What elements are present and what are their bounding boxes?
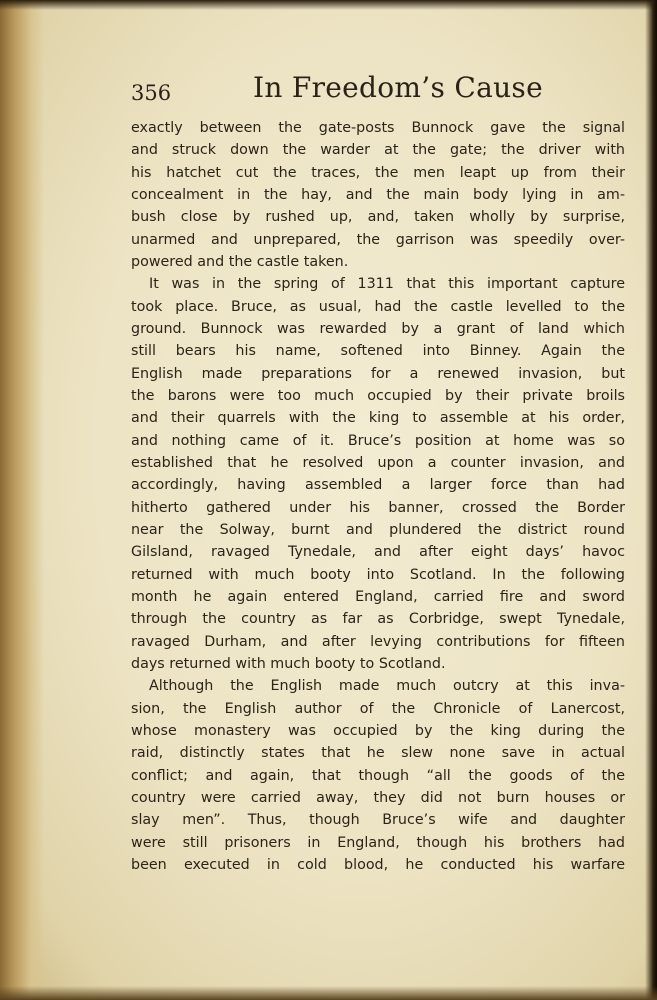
text-line: English made preparations for a renewed invasion, but	[131, 365, 625, 382]
text-line: slay men”. Thus, though Bruce’s wife and daughter	[131, 812, 625, 829]
page-header	[131, 68, 627, 112]
text-line: whose monastery was occupied by the king during the	[131, 722, 625, 739]
page-number: 356	[131, 81, 172, 105]
body-text	[131, 117, 625, 876]
text-line: sion, the English author of the Chronicle of Lanercost,	[131, 700, 625, 717]
text-line: his hatchet cut the traces, the men leapt up from their	[131, 164, 625, 181]
text-line: established that he resolved upon a counter invasion, and	[131, 454, 625, 471]
text-line: through the country as far as Corbridge, swept Tynedale,	[131, 611, 625, 628]
text-line: conflict; and again, that though “all the goods of the	[131, 767, 625, 784]
text-line: and struck down the warder at the gate; the driver with	[131, 142, 625, 159]
text-line: and nothing came of it. Bruce’s position at home was so	[131, 432, 625, 449]
text-line: accordingly, having assembled a larger force than had	[131, 477, 625, 494]
text-line: concealment in the hay, and the main body lying in am-	[131, 186, 625, 203]
page-top-shadow	[0, 0, 657, 10]
text-line: hitherto gathered under his banner, crossed the Border	[131, 499, 625, 516]
text-line: near the Solway, burnt and plundered the district round	[131, 521, 625, 538]
text-line: unarmed and unprepared, the garrison was speedily over-	[131, 231, 625, 248]
text-line: country were carried away, they did not burn houses or	[131, 789, 625, 806]
text-line: been executed in cold blood, he conducted his warfare	[131, 856, 625, 873]
text-line: ravaged Durham, and after levying contributions for fifteen	[131, 633, 625, 650]
paragraph-start-line: Although the English made much outcry at this inva-	[149, 678, 625, 695]
text-line: month he again entered England, carried fire and sword	[131, 588, 625, 605]
text-line: powered and the castle taken.	[131, 253, 349, 270]
text-line: Gilsland, ravaged Tynedale, and after eight days’ havoc	[131, 544, 625, 561]
text-line: days returned with much booty to Scotland.	[131, 655, 446, 672]
text-line: bush close by rushed up, and, taken wholly by surprise,	[131, 209, 625, 226]
page-bottom-shadow	[0, 986, 657, 1000]
page-right-shadow	[645, 0, 657, 1000]
text-line: took place. Bruce, as usual, had the castle levelled to the	[131, 298, 625, 315]
text-line: the barons were too much occupied by their private broils	[131, 387, 625, 404]
text-line: were still prisoners in England, though his brothers had	[131, 834, 625, 851]
page-binding-shadow	[0, 0, 44, 1000]
text-line: and their quarrels with the king to assemble at his order,	[131, 410, 625, 427]
text-line: ground. Bunnock was rewarded by a grant of land which	[131, 320, 625, 337]
running-title: In Freedom’s Cause	[253, 71, 543, 104]
text-line: raid, distinctly states that he slew none save in actual	[131, 745, 625, 762]
text-line: still bears his name, softened into Binney. Again the	[131, 343, 625, 360]
text-line: returned with much booty into Scotland. In the following	[131, 566, 625, 583]
paragraph-start-line: It was in the spring of 1311 that this important capture	[149, 276, 625, 293]
text-line: exactly between the gate-posts Bunnock gave the signal	[131, 120, 625, 136]
